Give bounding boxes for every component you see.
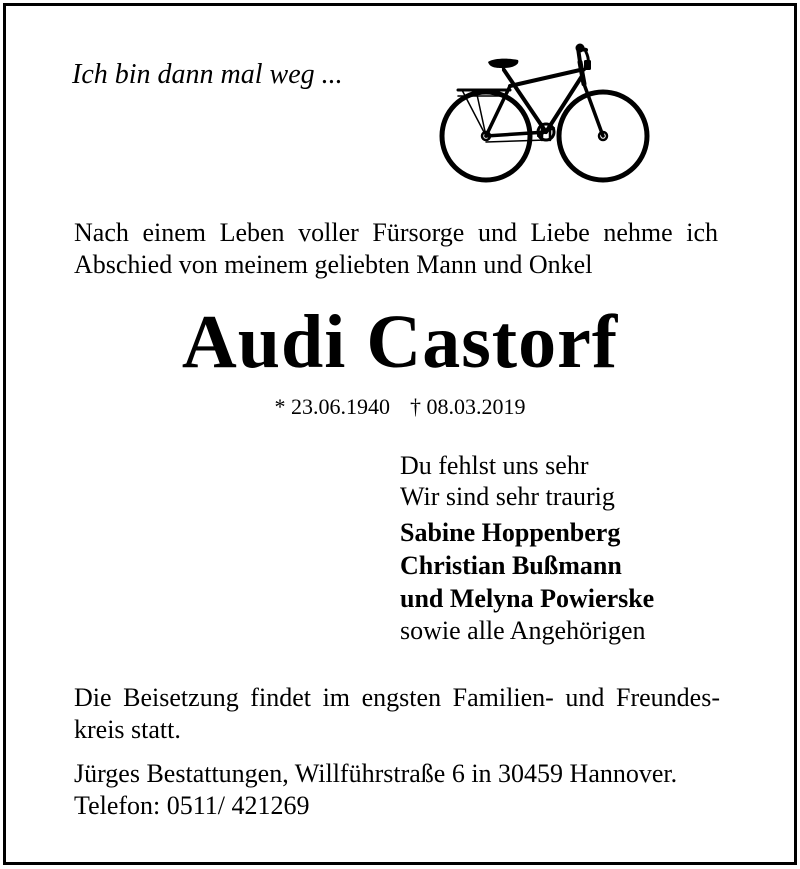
mourners-block [400,450,654,646]
life-dates [0,393,800,421]
intro-line-1: Nach einem Leben voller Fürsorge und Liebe nehme ich [74,218,718,247]
funeral-home-phone: Telefon: 0511/ 421269 [74,791,310,820]
intro-text [74,217,724,281]
notice-line-1: Die Beisetzung findet im engsten Familien- und Freundes- [74,683,720,712]
death-date: † 08.03.2019 [410,394,526,419]
mourner-name: Christian Bußmann [400,551,622,580]
birth-date: * 23.06.1940 [274,394,390,419]
notice-line-2: kreis statt. [74,715,181,744]
funeral-home-contact [74,758,677,822]
mourner-name: Sabine Hoppenberg [400,518,621,547]
burial-notice [74,682,724,746]
mourner-name: und Melyna Powierske [400,584,655,613]
mourners-line-2: Wir sind sehr traurig [400,482,615,511]
deceased-name: Audi Castorf [181,300,619,384]
mourners-closing: sowie alle Angehörigen [400,616,646,645]
funeral-home-address: Jürges Bestattungen, Willführstraße 6 in 30459 Hannover. [74,759,678,788]
mourners-line-1: Du fehlst uns sehr [400,451,589,480]
motto: Ich bin dann mal weg ... [72,59,343,90]
intro-line-2: Abschied von meinem geliebten Mann und Onkel [74,250,593,279]
bicycle-icon [436,40,658,186]
